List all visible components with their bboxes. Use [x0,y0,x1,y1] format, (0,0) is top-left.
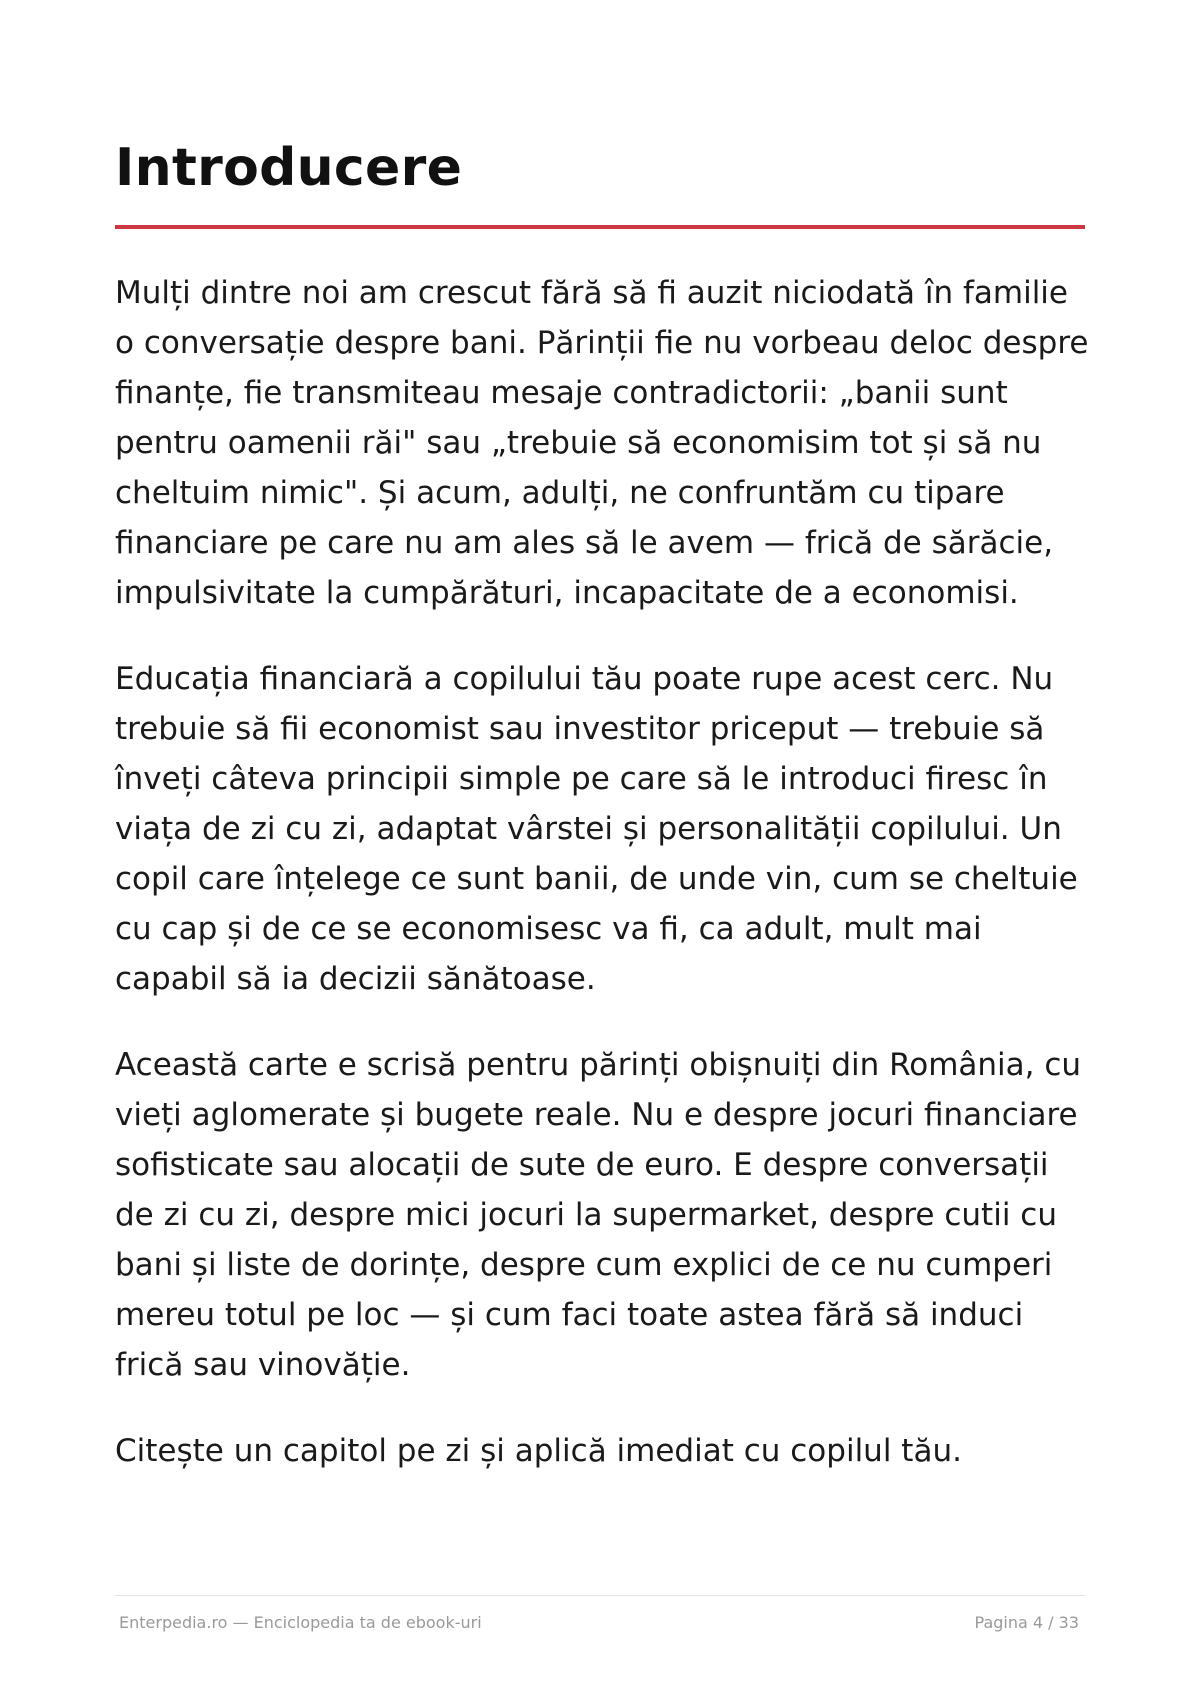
title-divider [115,225,1085,229]
chapter-body [115,268,1090,1512]
document-page [115,0,1089,1683]
footer-page-number: Pagina 4 / 33 [974,1613,1079,1632]
paragraph-1: Mulți dintre noi am crescut fără să fi auzit niciodată în familie o conversație despre bani. Părinții fie nu vorbeau deloc despre finanțe, fie transmiteau mesaje contradictorii: „banii sunt pentru oamenii răi" sau „trebuie să economisim tot și să nu cheltuim nimic". Și acum, adulți, ne confruntăm cu tipare financiare pe care nu am ales să le avem — frică de sărăcie, impulsivitate la cumpărături, incapacitate de a economisi. [115,275,1089,611]
paragraph-4: Citește un capitol pe zi și aplică imediat cu copilul tău. [115,1433,962,1469]
paragraph-2: Educația financiară a copilului tău poate rupe acest cerc. Nu trebuie să fii economist sau investitor priceput — trebuie să înveți câteva principii simple pe care să le introduci firesc în viața de zi cu zi, adaptat vârstei și personalității copilului. Un copil care înțelege ce sunt banii, de unde vin, cum se cheltuie cu cap și de ce se economisesc va fi, ca adult, mult mai capabil să ia decizii sănătoase. [115,661,1078,997]
chapter-title: Introducere [115,138,463,198]
paragraph-3: Această carte e scrisă pentru părinți obișnuiți din România, cu vieți aglomerate și bugete reale. Nu e despre jocuri financiare sofisticate sau alocații de sute de euro. E despre conversații de zi cu zi, despre mici jocuri la supermarket, despre cutii cu bani și liste de dorințe, despre cum explici de ce nu cumperi mereu totul pe loc — și cum faci toate astea fără să induci frică sau vinovăție. [115,1047,1082,1383]
footer-divider [115,1595,1085,1596]
footer-site-name: Enterpedia.ro — Enciclopedia ta de ebook-uri [119,1613,482,1632]
